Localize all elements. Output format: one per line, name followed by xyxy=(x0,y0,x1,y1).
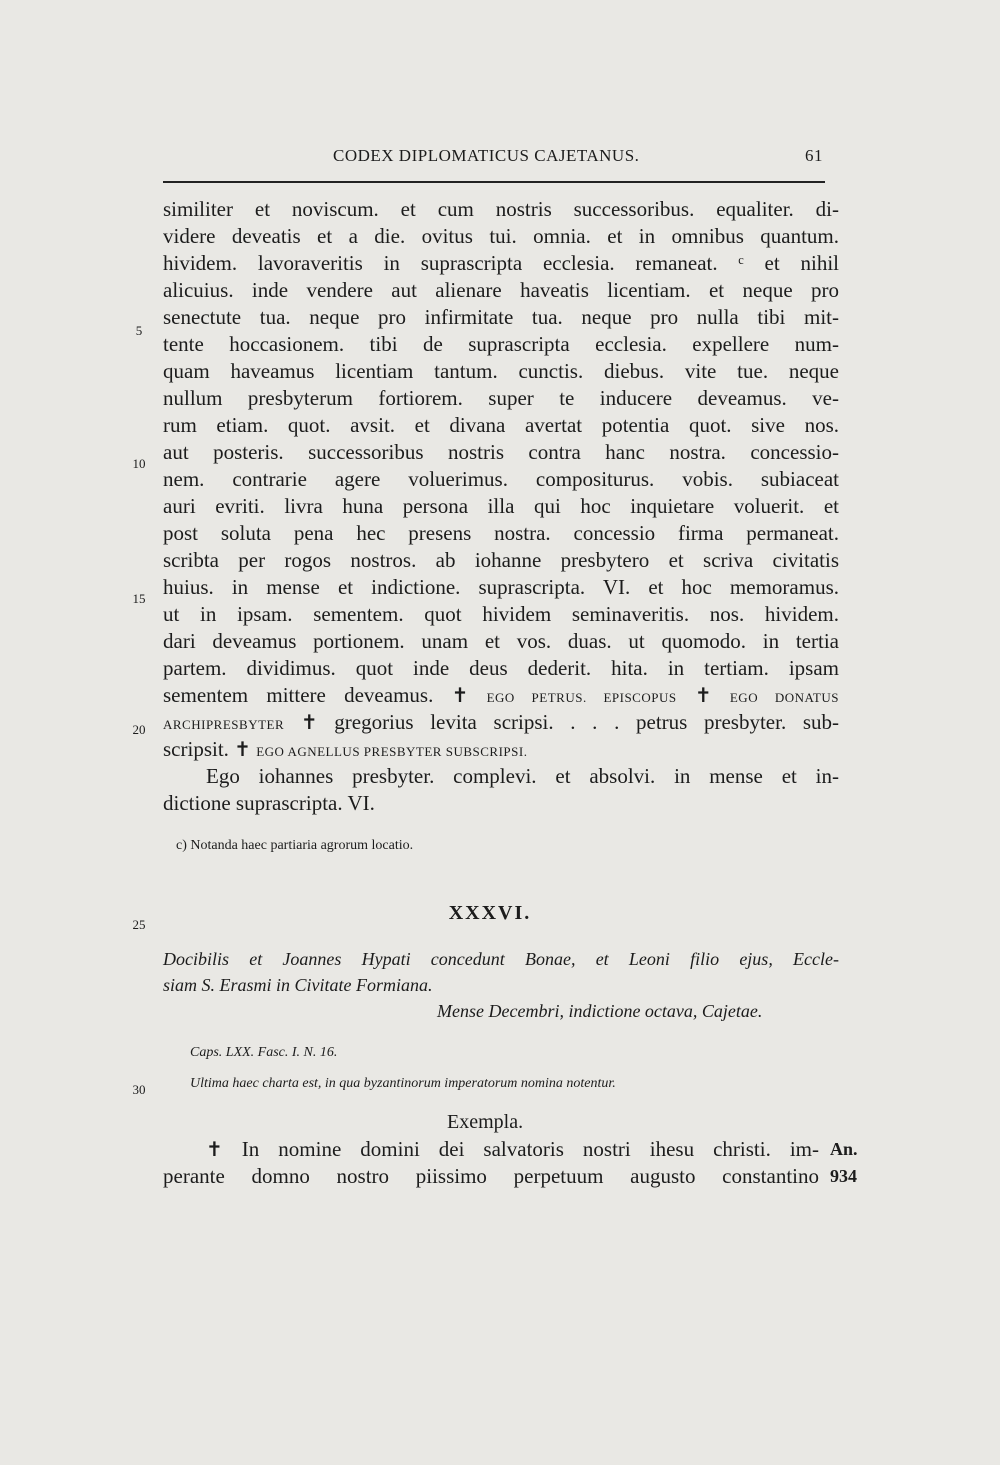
text-line: post soluta pena hec presens nostra. concessio firma permaneat. xyxy=(163,521,839,545)
closing-line-2: dictione suprascripta. VI. xyxy=(163,791,375,815)
running-title: CODEX DIPLOMATICUS CAJETANUS. xyxy=(333,146,640,165)
summary-line-1: Docibilis et Joannes Hypati concedunt Bonae, et Leoni filio ejus, Eccle- xyxy=(163,949,839,969)
text-line: nem. contrarie agere voluerimus. compositurus. vobis. subiaceat xyxy=(163,467,839,491)
running-head xyxy=(163,146,823,168)
cross-icon: ✝ xyxy=(234,739,251,761)
page-number: 61 xyxy=(805,146,823,165)
text-run: sementem mittere deveamus. xyxy=(163,683,434,707)
text-line: partem. dividimus. quot inde deus dederit. hita. in tertiam. ipsam xyxy=(163,656,839,680)
signature-name: EGO DONATUS xyxy=(729,690,839,705)
text-line: scribta per rogos nostros. ab iohanne presbytero et scriva civitatis xyxy=(163,548,839,572)
final-line-2: perante domno nostro piissimo perpetuum augusto constantino xyxy=(163,1164,819,1188)
text-line: similiter et noviscum. et cum nostris successoribus. equaliter. di- xyxy=(163,197,839,221)
signature-name: EGO AGNELLUS PRESBYTER SUBSCRIPSI. xyxy=(256,744,528,759)
line-number: 10 xyxy=(132,456,146,471)
text-line: hividem. lavoraveritis in suprascripta ecclesia. remaneat. ᶜ et nihil xyxy=(163,251,839,275)
final-line-1 xyxy=(206,1136,819,1162)
text-line: huius. in mense et indictione. suprascripta. VI. et hoc memoramus. xyxy=(163,575,839,599)
margin-year-label: An. xyxy=(830,1139,858,1159)
text-line: aut posteris. successoribus nostris contra hanc nostra. concessio- xyxy=(163,440,839,464)
source-reference: Caps. LXX. Fasc. I. N. 16. xyxy=(190,1045,338,1060)
date-line: Mense Decembri, indictione octava, Cajetae. xyxy=(437,1001,763,1021)
closing-line-1: Ego iohannes presbyter. complevi. et absolvi. in mense et in- xyxy=(206,764,839,788)
text-line: alicuius. inde vendere aut alienare haveatis licentiam. et neque pro xyxy=(163,278,839,302)
text-line: nullum presbyterum fortiorem. super te inducere deveamus. ve- xyxy=(163,386,839,410)
text-line: senectute tua. neque pro infirmitate tua. neque pro nulla tibi mit- xyxy=(163,305,839,329)
text-line: rum etiam. quot. avsit. et divana avertat potentia quot. sive nos. xyxy=(163,413,839,437)
margin-year-value: 934 xyxy=(830,1166,857,1186)
header-rule xyxy=(163,181,825,183)
line-number: 5 xyxy=(135,323,143,338)
line-number: 25 xyxy=(132,917,146,932)
text-run: gregorius levita scripsi. . . . petrus presbyter. sub- xyxy=(334,710,840,734)
text-line: videre deveatis et a die. ovitus tui. omnia. et in omnibus quantum. xyxy=(163,224,839,248)
signature-name: ARCHIPRESBYTER xyxy=(163,717,285,732)
signature-name: EGO PETRUS. EPISCOPUS xyxy=(486,690,677,705)
text-run: In nomine domini dei salvatoris nostri ihesu christi. im- xyxy=(241,1137,819,1161)
cross-icon: ✝ xyxy=(694,685,712,707)
cross-icon: ✝ xyxy=(451,685,469,707)
line-number: 20 xyxy=(132,722,146,737)
text-line: auri evriti. livra huna persona illa qui hoc inquietare voluerit. et xyxy=(163,494,839,518)
text-run: scripsit. xyxy=(163,737,229,761)
text-line: ut in ipsam. sementem. quot hividem seminaveritis. nos. hividem. xyxy=(163,602,839,626)
line-number: 15 xyxy=(132,591,146,606)
text-line: dari deveamus portionem. unam et vos. duas. ut quomodo. in tertia xyxy=(163,629,839,653)
line-number: 30 xyxy=(132,1082,146,1097)
text-line: tente hoccasionem. tibi de suprascripta ecclesia. expellere num- xyxy=(163,332,839,356)
footnote: c) Notanda haec partiaria agrorum locatio. xyxy=(176,838,414,853)
text-line: quam haveamus licentiam tantum. cunctis. diebus. vite tue. neque xyxy=(163,359,839,383)
cross-icon: ✝ xyxy=(206,1139,223,1161)
cross-icon: ✝ xyxy=(300,712,318,734)
summary-line-2: siam S. Erasmi in Civitate Formiana. xyxy=(163,975,433,995)
signature-line-21 xyxy=(163,736,839,762)
signature-line-19 xyxy=(163,682,839,708)
signature-line-20 xyxy=(163,709,839,735)
source-note: Ultima haec charta est, in qua byzantinorum imperatorum nomina notentur. xyxy=(190,1076,616,1091)
exempla-heading: Exempla. xyxy=(447,1111,524,1133)
document-number: XXXVI. xyxy=(448,902,532,924)
